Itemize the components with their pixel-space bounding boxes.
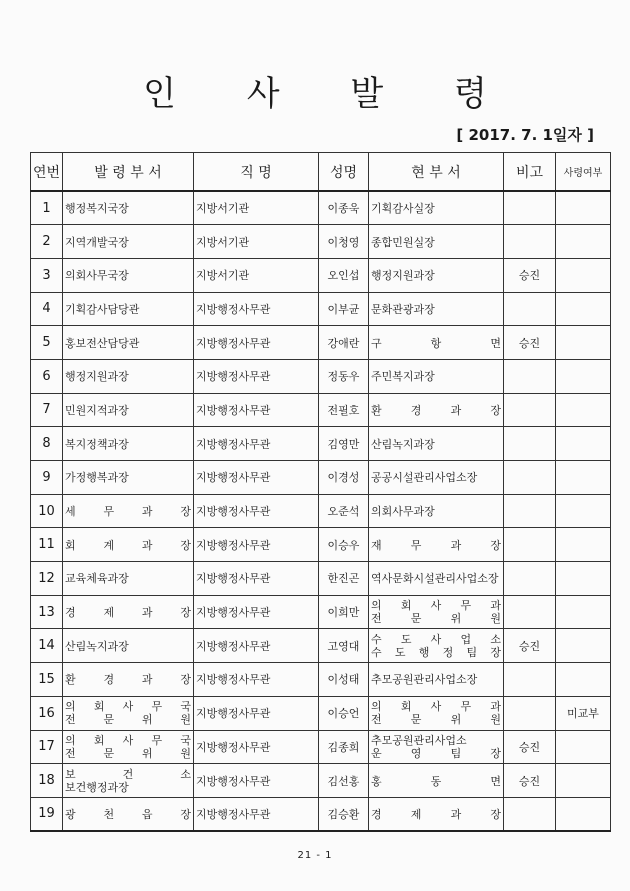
job-title: 지방서기관 bbox=[194, 225, 319, 259]
person-name: 오인섭 bbox=[319, 258, 369, 292]
note bbox=[504, 191, 556, 225]
new-department bbox=[63, 730, 194, 764]
job-title: 지방행정사무관 bbox=[194, 730, 319, 764]
table-row bbox=[31, 326, 611, 360]
new-department: 교육체육과장 bbox=[63, 562, 194, 596]
note: 승진 bbox=[504, 629, 556, 663]
new-department-line: 보 건 소 bbox=[65, 767, 191, 781]
note bbox=[504, 562, 556, 596]
person-name: 강애란 bbox=[319, 326, 369, 360]
personnel-table bbox=[30, 152, 611, 832]
table-header-row bbox=[31, 153, 611, 192]
row-number: 15 bbox=[31, 663, 63, 697]
job-title: 지방행정사무관 bbox=[194, 797, 319, 831]
note bbox=[504, 528, 556, 562]
note bbox=[504, 225, 556, 259]
current-department: 추모공원관리사업소장 bbox=[369, 663, 504, 697]
job-title: 지방행정사무관 bbox=[194, 393, 319, 427]
header-num: 연번 bbox=[31, 153, 63, 192]
person-name: 이승언 bbox=[319, 696, 369, 730]
person-name: 한진곤 bbox=[319, 562, 369, 596]
person-name: 이경성 bbox=[319, 461, 369, 495]
job-title: 지방행정사무관 bbox=[194, 494, 319, 528]
current-department-line: 추모공원관리사업소 bbox=[371, 733, 467, 747]
appointment-status bbox=[556, 797, 611, 831]
note: 승진 bbox=[504, 326, 556, 360]
new-department: 민원지적과장 bbox=[63, 393, 194, 427]
header-name: 성명 bbox=[319, 153, 369, 192]
row-number: 14 bbox=[31, 629, 63, 663]
job-title: 지방행정사무관 bbox=[194, 528, 319, 562]
person-name: 이승우 bbox=[319, 528, 369, 562]
person-name: 김종희 bbox=[319, 730, 369, 764]
row-number: 5 bbox=[31, 326, 63, 360]
table-row bbox=[31, 292, 611, 326]
table-row bbox=[31, 258, 611, 292]
header-note: 비고 bbox=[504, 153, 556, 192]
appointment-status bbox=[556, 359, 611, 393]
note: 승진 bbox=[504, 258, 556, 292]
current-department: 역사문화시설관리사업소장 bbox=[369, 562, 504, 596]
row-number: 11 bbox=[31, 528, 63, 562]
table-row bbox=[31, 595, 611, 629]
new-department: 가정행복과장 bbox=[63, 461, 194, 495]
table-row bbox=[31, 461, 611, 495]
job-title: 지방행정사무관 bbox=[194, 427, 319, 461]
table-row bbox=[31, 663, 611, 697]
job-title: 지방행정사무관 bbox=[194, 663, 319, 697]
new-department: 홍보전산담당관 bbox=[63, 326, 194, 360]
current-department-line: 의 회 사 무 과 bbox=[371, 700, 501, 714]
current-department: 환 경 과 장 bbox=[369, 393, 504, 427]
note: 승진 bbox=[504, 730, 556, 764]
person-name: 김영만 bbox=[319, 427, 369, 461]
table-row bbox=[31, 528, 611, 562]
table-row bbox=[31, 359, 611, 393]
current-department: 홍 동 면 bbox=[369, 764, 504, 798]
current-department bbox=[369, 629, 504, 663]
person-name: 이부균 bbox=[319, 292, 369, 326]
effective-date: [ 2017. 7. 1일자 ] bbox=[456, 126, 594, 144]
job-title: 지방행정사무관 bbox=[194, 764, 319, 798]
current-department: 산림녹지과장 bbox=[369, 427, 504, 461]
appointment-status bbox=[556, 191, 611, 225]
person-name: 김승환 bbox=[319, 797, 369, 831]
current-department: 문화관광과장 bbox=[369, 292, 504, 326]
note bbox=[504, 494, 556, 528]
person-name: 오준석 bbox=[319, 494, 369, 528]
table-row bbox=[31, 225, 611, 259]
person-name: 이청영 bbox=[319, 225, 369, 259]
page-number: 21 - 1 bbox=[297, 850, 333, 861]
current-department bbox=[369, 696, 504, 730]
new-department: 기획감사담당관 bbox=[63, 292, 194, 326]
current-department bbox=[369, 595, 504, 629]
person-name: 이희만 bbox=[319, 595, 369, 629]
person-name: 정동우 bbox=[319, 359, 369, 393]
new-department: 산림녹지과장 bbox=[63, 629, 194, 663]
header-retire: 사령여부 bbox=[556, 153, 611, 192]
appointment-status bbox=[556, 427, 611, 461]
new-department-line: 전 문 위 원 bbox=[65, 713, 191, 727]
row-number: 3 bbox=[31, 258, 63, 292]
appointment-status bbox=[556, 595, 611, 629]
new-department: 복지정책과장 bbox=[63, 427, 194, 461]
appointment-status: 미교부 bbox=[556, 696, 611, 730]
note bbox=[504, 797, 556, 831]
current-department: 주민복지과장 bbox=[369, 359, 504, 393]
row-number: 7 bbox=[31, 393, 63, 427]
table-row bbox=[31, 427, 611, 461]
appointment-status bbox=[556, 562, 611, 596]
current-department: 재 무 과 장 bbox=[369, 528, 504, 562]
note bbox=[504, 663, 556, 697]
current-department: 행정지원과장 bbox=[369, 258, 504, 292]
note bbox=[504, 393, 556, 427]
current-department: 경 제 과 장 bbox=[369, 797, 504, 831]
new-department-line: 전 문 위 원 bbox=[65, 746, 191, 760]
job-title: 지방행정사무관 bbox=[194, 562, 319, 596]
header-position: 직 명 bbox=[194, 153, 319, 192]
new-department: 행정복지국장 bbox=[63, 191, 194, 225]
current-department-line: 전 문 위 원 bbox=[371, 612, 501, 626]
row-number: 1 bbox=[31, 191, 63, 225]
table-row bbox=[31, 730, 611, 764]
job-title: 지방행정사무관 bbox=[194, 629, 319, 663]
job-title: 지방행정사무관 bbox=[194, 292, 319, 326]
appointment-status bbox=[556, 292, 611, 326]
row-number: 10 bbox=[31, 494, 63, 528]
new-department-line: 보건행정과장 bbox=[65, 780, 129, 794]
note bbox=[504, 461, 556, 495]
person-name: 고영대 bbox=[319, 629, 369, 663]
current-department: 의회사무과장 bbox=[369, 494, 504, 528]
table-row bbox=[31, 696, 611, 730]
row-number: 12 bbox=[31, 562, 63, 596]
new-department-line: 의 회 사 무 국 bbox=[65, 700, 191, 714]
note bbox=[504, 595, 556, 629]
note bbox=[504, 427, 556, 461]
new-department: 행정지원과장 bbox=[63, 359, 194, 393]
job-title: 지방행정사무관 bbox=[194, 326, 319, 360]
current-department: 구 항 면 bbox=[369, 326, 504, 360]
appointment-status bbox=[556, 730, 611, 764]
new-department: 광 천 읍 장 bbox=[63, 797, 194, 831]
table-row bbox=[31, 494, 611, 528]
person-name: 김선홍 bbox=[319, 764, 369, 798]
appointment-status bbox=[556, 528, 611, 562]
row-number: 17 bbox=[31, 730, 63, 764]
job-title: 지방행정사무관 bbox=[194, 696, 319, 730]
job-title: 지방행정사무관 bbox=[194, 359, 319, 393]
new-department: 환 경 과 장 bbox=[63, 663, 194, 697]
current-department-line: 운 영 팀 장 bbox=[371, 746, 501, 760]
appointment-status bbox=[556, 663, 611, 697]
appointment-status bbox=[556, 326, 611, 360]
note bbox=[504, 696, 556, 730]
page-title: 인 사 발 령 bbox=[143, 74, 517, 114]
appointment-status bbox=[556, 461, 611, 495]
new-department bbox=[63, 696, 194, 730]
header-dept-from: 현 부 서 bbox=[369, 153, 504, 192]
table-row bbox=[31, 629, 611, 663]
appointment-status bbox=[556, 764, 611, 798]
current-department: 기획감사실장 bbox=[369, 191, 504, 225]
current-department-line: 전 문 위 원 bbox=[371, 713, 501, 727]
table-row bbox=[31, 393, 611, 427]
row-number: 9 bbox=[31, 461, 63, 495]
appointment-status bbox=[556, 258, 611, 292]
header-dept-to: 발 령 부 서 bbox=[63, 153, 194, 192]
current-department bbox=[369, 730, 504, 764]
job-title: 지방행정사무관 bbox=[194, 595, 319, 629]
current-department-line: 의 회 사 무 과 bbox=[371, 599, 501, 613]
job-title: 지방서기관 bbox=[194, 191, 319, 225]
row-number: 2 bbox=[31, 225, 63, 259]
job-title: 지방행정사무관 bbox=[194, 461, 319, 495]
row-number: 4 bbox=[31, 292, 63, 326]
new-department bbox=[63, 764, 194, 798]
note bbox=[504, 359, 556, 393]
table-row bbox=[31, 191, 611, 225]
row-number: 6 bbox=[31, 359, 63, 393]
new-department: 지역개발국장 bbox=[63, 225, 194, 259]
row-number: 16 bbox=[31, 696, 63, 730]
person-name: 전필호 bbox=[319, 393, 369, 427]
appointment-status bbox=[556, 494, 611, 528]
row-number: 13 bbox=[31, 595, 63, 629]
table-row bbox=[31, 764, 611, 798]
new-department: 세 무 과 장 bbox=[63, 494, 194, 528]
current-department-line: 수 도 사 업 소 bbox=[371, 632, 501, 646]
new-department: 경 제 과 장 bbox=[63, 595, 194, 629]
current-department: 종합민원실장 bbox=[369, 225, 504, 259]
note: 승진 bbox=[504, 764, 556, 798]
new-department: 회 계 과 장 bbox=[63, 528, 194, 562]
note bbox=[504, 292, 556, 326]
appointment-status bbox=[556, 225, 611, 259]
person-name: 이종욱 bbox=[319, 191, 369, 225]
appointment-status bbox=[556, 629, 611, 663]
table-row bbox=[31, 797, 611, 831]
new-department-line: 의 회 사 무 국 bbox=[65, 733, 191, 747]
row-number: 18 bbox=[31, 764, 63, 798]
current-department-line: 수 도 행 정 팀 장 bbox=[371, 645, 501, 659]
person-name: 이성태 bbox=[319, 663, 369, 697]
row-number: 8 bbox=[31, 427, 63, 461]
table-row bbox=[31, 562, 611, 596]
new-department: 의회사무국장 bbox=[63, 258, 194, 292]
appointment-status bbox=[556, 393, 611, 427]
job-title: 지방서기관 bbox=[194, 258, 319, 292]
current-department: 공공시설관리사업소장 bbox=[369, 461, 504, 495]
row-number: 19 bbox=[31, 797, 63, 831]
